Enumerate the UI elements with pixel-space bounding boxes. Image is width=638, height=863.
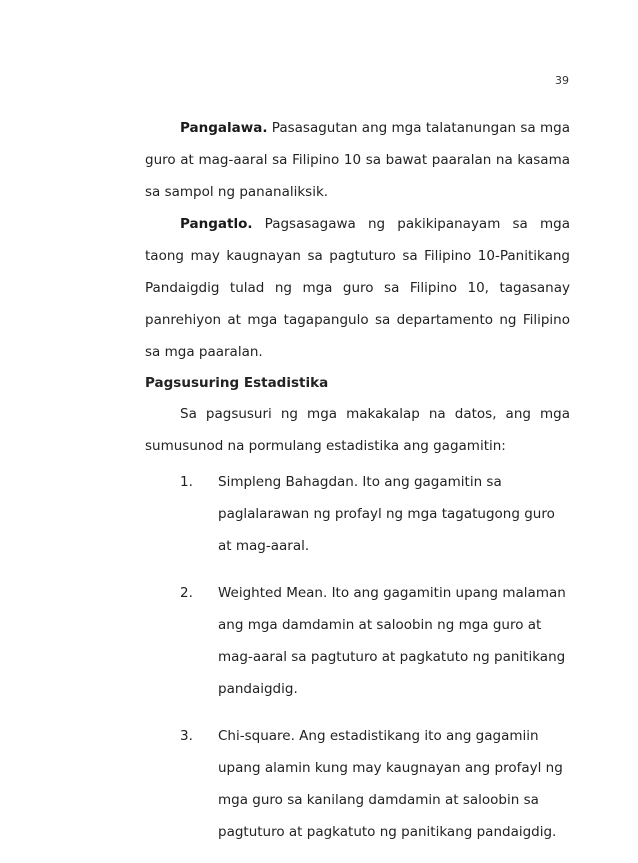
section-heading: Pagsusuring Estadistika [145, 375, 329, 391]
list-item-number: 1. [180, 474, 193, 490]
paragraph-pangalawa [145, 112, 570, 208]
paragraph-pangatlo [145, 208, 570, 368]
page-number: 39 [555, 74, 569, 87]
list-item-text: Weighted Mean. Ito ang gagamitin upang malaman ang mga damdamin at saloobin ng mga guro at mag-aaral sa pagtuturo at pagkatuto ng panitikang pandaigdig. [218, 585, 566, 697]
list-item-number: 3. [180, 728, 193, 744]
body-text [145, 112, 570, 863]
list-item-text: Chi-square. Ang estadistikang ito ang gagamiin upang alamin kung may kaugnayan ang profayl ng mga guro sa kanilang damdamin at saloobin sa pagtuturo at pagkatuto ng panitikang pandaigdig. [218, 728, 563, 840]
list-item [145, 466, 570, 562]
list-item-text: Simpleng Bahagdan. Ito ang gagamitin sa paglalarawan ng profayl ng mga tagatugong guro at mag-aaral. [218, 474, 555, 554]
paragraph-text: Pagsasagawa ng pakikipanayam sa mga taong may kaugnayan sa pagtuturo sa Filipino 10-Panitikang Pandaigdig tulad ng mga guro sa Filipino 10, tagasanay panrehiyon at mga tagapangulo sa departamento ng Filipino sa mga paaralan. [145, 216, 570, 360]
list-item-number: 2. [180, 585, 193, 601]
formula-list [145, 466, 570, 848]
paragraph-text: Pasasagutan ang mga talatanungan sa mga guro at mag-aaral sa Filipino 10 sa bawat paaralan na kasama sa sampol ng pananaliksik. [145, 120, 570, 200]
paragraph-lead: Pangalawa. [180, 120, 268, 136]
paragraph-lead: Pangatlo. [180, 216, 253, 232]
list-item [145, 720, 570, 848]
section-intro: Sa pagsusuri ng mga makakalap na datos, ang mga sumusunod na pormulang estadistika ang gagamitin: [145, 406, 570, 454]
list-item [145, 577, 570, 705]
